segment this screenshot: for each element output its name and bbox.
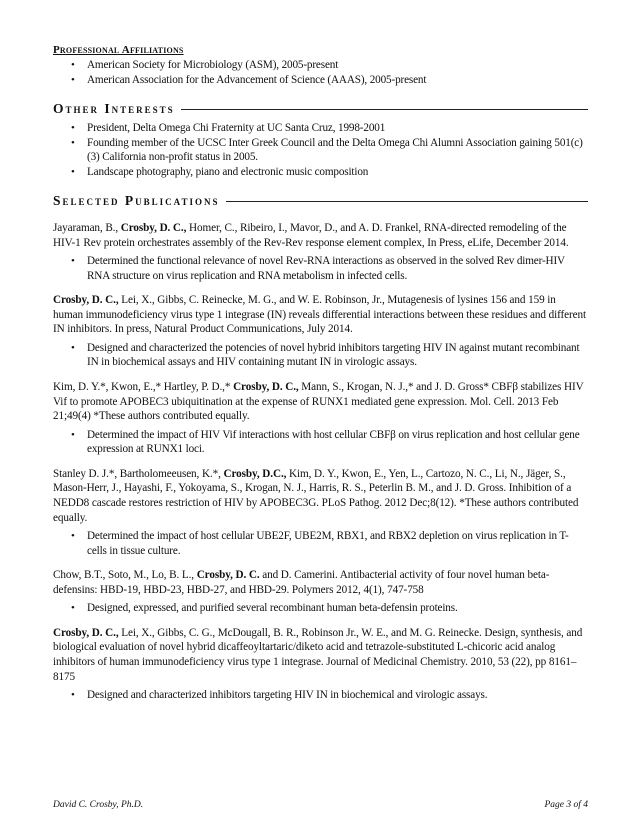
- citation-authors-before: Jayaraman, B.,: [53, 222, 121, 234]
- publications-heading-row: [53, 193, 588, 209]
- interest-item: • Landscape photography, piano and electronic music composition: [53, 165, 588, 180]
- affiliations-heading: Professional Affiliations: [53, 44, 184, 56]
- publication-entry: [53, 568, 588, 616]
- publication-citation: [53, 626, 588, 684]
- interest-item: • President, Delta Omega Chi Fraternity at UC Santa Cruz, 1998-2001: [53, 121, 588, 136]
- interests-list: [53, 121, 588, 179]
- affiliations-list: [53, 58, 588, 87]
- publication-entry: [53, 626, 588, 703]
- citation-authors-before: Stanley D. J.*, Bartholomeeusen, K.*,: [53, 467, 224, 480]
- footer-name: David C. Crosby, Ph.D.: [53, 800, 144, 810]
- page-footer: [53, 800, 588, 810]
- citation-rest: Mann, S., Krogan, N. J.,* and J. D. Gross* CBFβ stabilizes HIV Vif to promote APOBEC3 ubiquitination at the expense of RUNX1 mediated gene expression. Mol. Cell. 2013 Feb 21;49(4) *These authors contributed equally.: [53, 380, 584, 423]
- citation-rest: Lei, X., Gibbs, C. Reinecke, M. G., and W. E. Robinson, Jr., Mutagenesis of lysines 156 and 159 in human immunodeficiency virus type 1 integrase (IN) reveals differential interactions between these residues and different IN inhibitors. In press, Natural Product Communications, July 2014.: [53, 294, 586, 336]
- interest-item: • Founding member of the UCSC Inter Greek Council and the Delta Omega Chi Alumni Association gaining 501(c)(3) California non-profit status in 2005.: [53, 136, 588, 165]
- citation-rest: Lei, X., Gibbs, C. G., McDougall, B. R., Robinson Jr., W. E., and M. G. Reinecke. Design, synthesis, and biological evaluation of novel hybrid dicaffeoyltartaric/diketo acid and tetrazole-substituted L-chicoric acid analog inhibitors of human immunodeficiency virus type 1 integrase. Journal of Medicinal Chemistry. 2010, 53 (22), pp 8161–8175: [53, 626, 583, 683]
- publication-entry: [53, 380, 588, 457]
- heading-rule: [226, 201, 589, 202]
- citation-rest: Homer, C., Ribeiro, I., Mavor, D., and A. D. Frankel, RNA-directed remodeling of the HIV-1 Rev protein orchestrates assembly of the Rev-Rev response element complex, In Press, eLife, December 2014.: [53, 222, 569, 249]
- interests-heading-row: [53, 101, 588, 117]
- citation-authors-before: Chow, B.T., Soto, M., Lo, B. L.,: [53, 569, 197, 582]
- affiliation-item: • American Association for the Advancement of Science (AAAS), 2005-present: [53, 73, 588, 88]
- citation-self-author: Crosby, D. C.,: [53, 626, 119, 639]
- publication-note: • Designed and characterized inhibitors targeting HIV IN in biochemical and virologic assays.: [53, 688, 588, 703]
- publication-citation: [53, 221, 588, 250]
- publication-note: • Designed, expressed, and purified several recombinant human beta-defensin proteins.: [53, 601, 588, 616]
- heading-rule: [181, 109, 588, 110]
- citation-self-author: Crosby, D. C.,: [53, 294, 119, 307]
- publication-note: • Determined the impact of host cellular UBE2F, UBE2M, RBX1, and RBX2 depletion on virus replication in T-cells in tissue culture.: [53, 529, 588, 558]
- publication-note: • Designed and characterized the potencies of novel hybrid inhibitors targeting HIV IN against mutant recombinant IN in biochemical assays and HIV containing mutant IN in virologic assays.: [53, 341, 588, 370]
- citation-self-author: Crosby, D. C.,: [120, 222, 187, 234]
- citation-rest: and D. Camerini. Antibacterial activity of four novel human beta-defensins: HBD-19, HBD-23, HBD-27, and HBD-29. Polymers 2012, 4(1), 747-758: [53, 569, 550, 596]
- publication-entry: [53, 293, 588, 370]
- citation-self-author: Crosby, D. C.,: [233, 380, 299, 393]
- page-content: [53, 44, 588, 703]
- publication-note: • Determined the impact of HIV Vif interactions with host cellular CBFβ on virus replication and host cellular gene expression at RUNX1 loci.: [53, 428, 588, 457]
- citation-self-author: Crosby, D. C.: [196, 569, 260, 582]
- publication-note: • Determined the functional relevance of novel Rev-RNA interactions as observed in the solved Rev dimer-HIV RNA structure on virus replication and RNA metabolism in infected cells.: [53, 254, 588, 283]
- citation-self-author: Crosby, D.C.,: [223, 467, 287, 480]
- publication-entry: [53, 221, 588, 283]
- publication-entry: [53, 467, 588, 558]
- publication-citation: [53, 568, 588, 597]
- citation-authors-before: Kim, D. Y.*, Kwon, E.,* Hartley, P. D.,*: [53, 380, 234, 393]
- publication-citation: [53, 467, 588, 525]
- citation-rest: Kim, D. Y., Kwon, E., Yen, L., Cartozo, N. C., Li, N., Jäger, S., Mason-Herr, J., Hayashi, F., Yokoyama, S., Krogan, N. J., Harris, R. S., Peterlin B. M., and J. D. Gross. Inhibition of a NEDD8 cascade restores restriction of HIV by APOBEC3G. PLoS Pathog. 2012 Dec;8(12). *These authors contributed equally.: [53, 467, 579, 524]
- publication-citation: [53, 293, 588, 337]
- publication-citation: [53, 380, 588, 424]
- affiliation-item: • American Society for Microbiology (ASM), 2005-present: [53, 58, 588, 73]
- footer-page-number: Page 3 of 4: [544, 800, 588, 810]
- publications-heading: Selected Publications: [53, 193, 220, 208]
- interests-heading: Other Interests: [53, 101, 175, 116]
